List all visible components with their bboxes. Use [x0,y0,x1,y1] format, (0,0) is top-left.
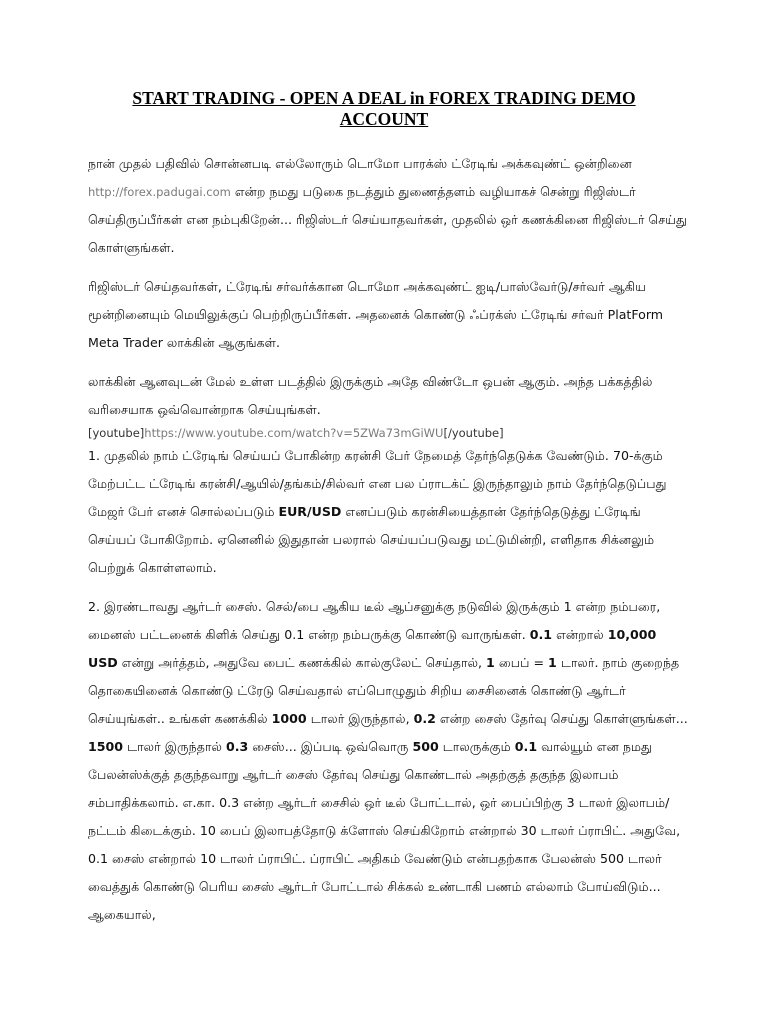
paragraph-intro-text-b: என்ற நமது படுகை நடத்தும் துணைத்தளம் வழியாகச் சென்று ரிஜிஸ்டர் செய்திருப்பீர்கள் என நம்புகிறேன்... ரிஜிஸ்டர் செய்யாதவர்கள், முதலில் ஒர் கணக்கினை ரிஜிஸ்டர் செய்து கொள்ளுங்கள். [88,184,687,255]
step-2-text: வால்யூம் என நமது பேலன்ஸ்க்குத் தகுந்தவாறு ஆர்டர் சைஸ் தேர்வு செய்து கொண்டால் அதற்குத் தகுந்த இலாபம் சம்பாதிக்கலாம். எ.கா. 0.3 என்ற ஆர்டர் சைசில் ஒர் டீல் போட்டால், ஒர் பைப்பிற்கு 3 டாலர் இலாபம்/நட்டம் கிடைக்கும். 10 பைப் இலாபத்தோடு க்ளோஸ் செய்கிறோம் என்றால் 30 டாலர் ப்ராபிட். அதுவே, 0.1 சைஸ் என்றால் 10 டாலர் ப்ராபிட். ப்ராபிட் அதிகம் வேண்டும் என்பதற்காக பேலன்ஸ் 500 டாலர் வைத்துக் கொண்டு பெரிய சைஸ் ஆர்டர் போட்டால் சிக்கல் உண்டாகி பணம் எல்லாம் போய்விடும்... ஆகையால், [88,739,681,922]
youtube-embed-code [88,424,688,442]
forex-link[interactable]: http://forex.padugai.com [88,185,231,199]
step-2-text: டாலருக்கும் [438,739,515,754]
paragraph-login: லாக்கின் ஆனவுடன் மேல் உள்ள படத்தில் இருக்கும் அதே விண்டோ ஒபன் ஆகும். அந்த பக்கத்தில் வரிசையாக ஒவ்வொன்றாக செய்யுங்கள். [88,374,653,417]
step-2-text: என்றால் [552,627,608,642]
step-2-text: டாலர். நாம் குறைந்த தொகையினைக் கொண்டு ட்ரேடு செய்வதால் எப்பொழுதும் சிறிய சைசினைக் கொண்டு ஆர்டர் செய்யுங்கள்.. உங்கள் கணக்கில் [88,655,680,726]
paragraph-intro-text-a: நான் முதல் பதிவில் சொன்னபடி எல்லோரும் டொமோ பாரக்ஸ் ட்ரேடிங் அக்கவுண்ட் ஒன்றினை [88,156,632,171]
step-1-text-b: எனப்படும் கரன்சியைத்தான் தேர்ந்தெடுத்து ட்ரேடிங் செய்யப் போகிறோம். ஏனெனில் இதுதான் பலரால் செய்யப்படுவது மட்டுமின்றி, எளிதாக சிக்னலும் பெற்றுக் கொள்ளலாம். [88,504,655,575]
step-1-text-a: 1. முதலில் நாம் ட்ரேடிங் செய்யப் போகின்ற கரன்சி பேர் நேமைத் தேர்ந்தெடுக்க வேண்டும். 70-க்கும் மேற்பட்ட ட்ரேடிங் கரன்சி/ஆயில்/தங்கம்/சில்வர் என பல ப்ராடக்ட் இருந்தாலும் நாம் தேர்ந்தெடுப்பது மேஜர் பேர் எனச் சொல்லப்படும் [88,448,667,519]
step-2-bold: 1 [548,655,557,670]
step-2-bold: 1500 [88,739,124,754]
document-title: START TRADING - OPEN A DEAL in FOREX TRADING DEMO ACCOUNT [132,88,636,129]
youtube-open-tag: [youtube] [88,426,145,440]
paragraph-intro [88,150,688,262]
paragraph-registered: ரிஜிஸ்டர் செய்தவர்கள், ட்ரேடிங் சர்வர்க்கான டொமோ அக்கவுண்ட் ஐடி/பாஸ்வேர்டு/சர்வர் ஆகிய மூன்றினையும் மெயிலுக்குப் பெற்றிருப்பீர்கள். அதனைக் கொண்டு ஃப்ரக்ஸ் ட்ரேடிங் சர்வர் PlatForm Meta Trader லாக்கின் ஆகுங்கள். [88,279,664,350]
document-body [88,150,688,940]
paragraph-step-1 [88,442,688,582]
step-2-bold: 10,000 USD [88,627,657,670]
step-2-text: 2. இரண்டாவது ஆர்டர் சைஸ். செல்/பை ஆகிய டீல் ஆப்சனுக்கு நடுவில் இருக்கும் 1 என்ற நம்பரை, மைனஸ் பட்டனைக் கிளிக் செய்து 0.1 என்ற நம்பருக்கு கொண்டு வாருங்கள். [88,599,661,642]
step-2-bold: 1000 [271,711,307,726]
step-2-bold: 0.1 [529,627,553,642]
step-2-text: டாலர் இருந்தால், [306,711,414,726]
step-2-bold: 0.3 [225,739,249,754]
youtube-close-tag: [/youtube] [443,426,504,440]
step-2-text: என்ற சைஸ் தேர்வு செய்து கொள்ளுங்கள்... [435,711,688,726]
step-2-text: சைஸ்... இப்படி ஒவ்வொரு [248,739,413,754]
paragraph-step-2 [88,593,688,929]
step-2-text: என்று அர்த்தம், அதுவே பைட் கணக்கில் கால்குலேட் செய்தால், [117,655,487,670]
step-2-bold: 0.2 [413,711,436,726]
step-2-bold: 0.1 [514,739,538,754]
step-2-text: பைப் = [494,655,549,670]
youtube-link[interactable]: https://www.youtube.com/watch?v=5ZWa73mGiWU [144,426,444,440]
currency-pair: EUR/USD [278,504,342,519]
step-2-bold: 1 [486,655,495,670]
step-2-bold: 500 [412,739,439,754]
step-2-text: டாலர் இருந்தால் [123,739,226,754]
